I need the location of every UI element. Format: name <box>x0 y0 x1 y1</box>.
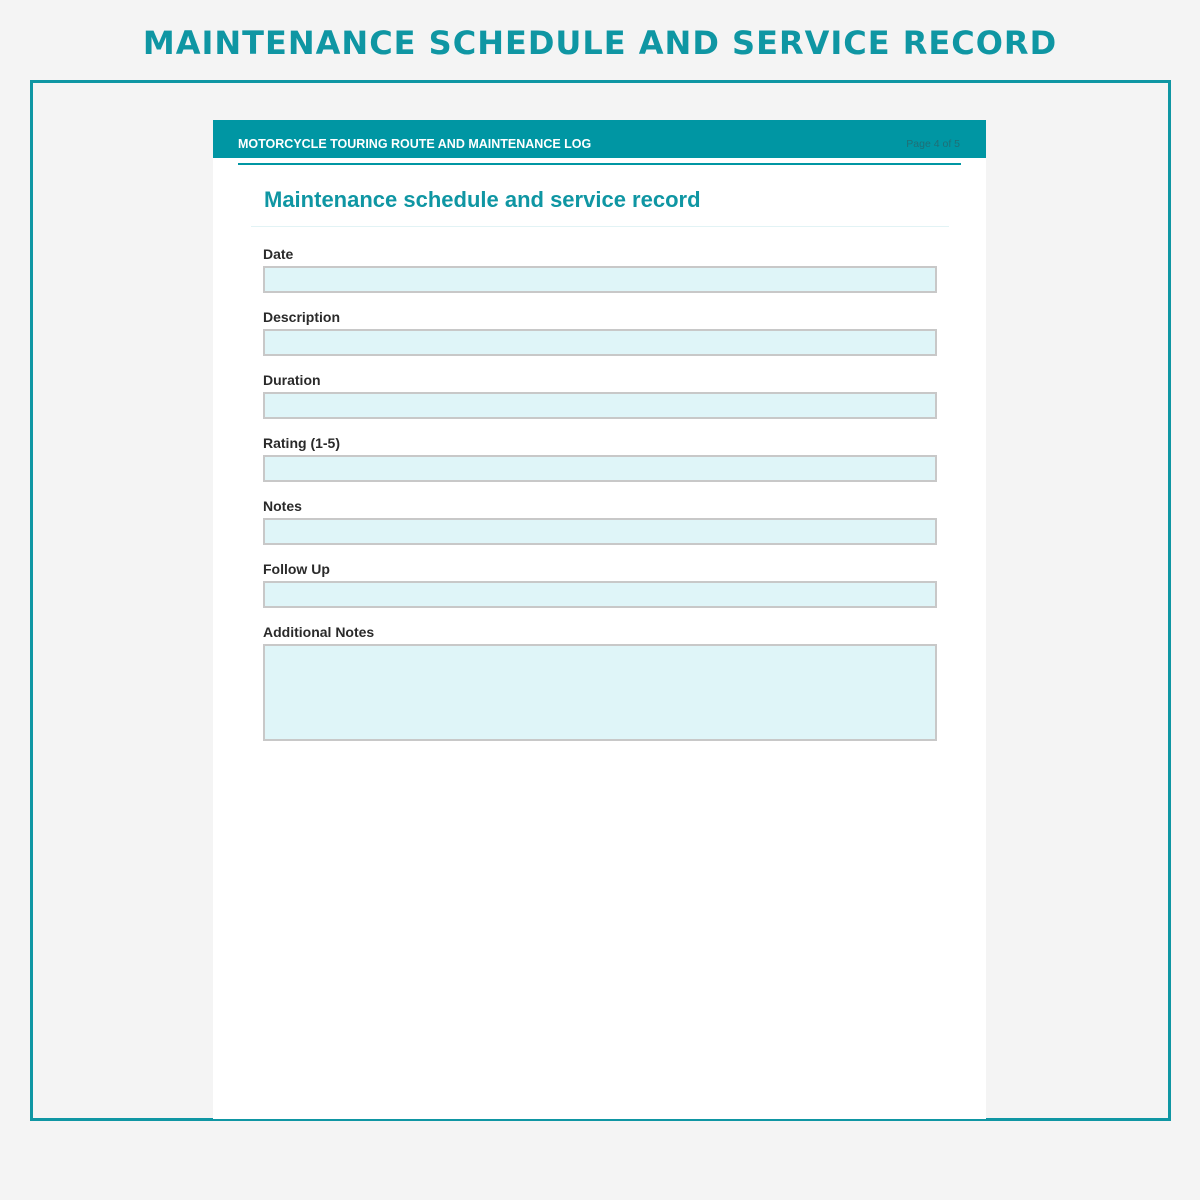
duration-field-group <box>263 372 937 419</box>
notes-input[interactable] <box>263 518 937 545</box>
notes-label: Notes <box>263 498 302 514</box>
date-label: Date <box>263 246 294 262</box>
follow-up-label: Follow Up <box>263 561 330 577</box>
rating-input[interactable] <box>263 455 937 482</box>
header-divider <box>238 163 961 165</box>
additional-notes-field-group <box>263 624 937 741</box>
follow-up-field-group <box>263 561 937 608</box>
document-header-title: MOTORCYCLE TOURING ROUTE AND MAINTENANCE LOG <box>238 137 592 151</box>
description-field-group <box>263 309 937 356</box>
duration-label: Duration <box>263 372 321 388</box>
additional-notes-label: Additional Notes <box>263 624 375 640</box>
document-page <box>213 120 986 1119</box>
section-title: Maintenance schedule and service record <box>264 187 701 212</box>
description-input[interactable] <box>263 329 937 356</box>
section-divider <box>251 226 949 227</box>
date-input[interactable] <box>263 266 937 293</box>
page-indicator: Page 4 of 5 <box>906 138 960 150</box>
description-label: Description <box>263 309 341 325</box>
additional-notes-textarea[interactable] <box>263 644 937 741</box>
notes-field-group <box>263 498 937 545</box>
document-header-bar <box>213 120 986 158</box>
date-field-group <box>263 246 937 293</box>
page-heading: MAINTENANCE SCHEDULE AND SERVICE RECORD <box>142 24 1058 62</box>
rating-field-group <box>263 435 937 482</box>
follow-up-input[interactable] <box>263 581 937 608</box>
duration-input[interactable] <box>263 392 937 419</box>
rating-label: Rating (1-5) <box>263 435 340 451</box>
